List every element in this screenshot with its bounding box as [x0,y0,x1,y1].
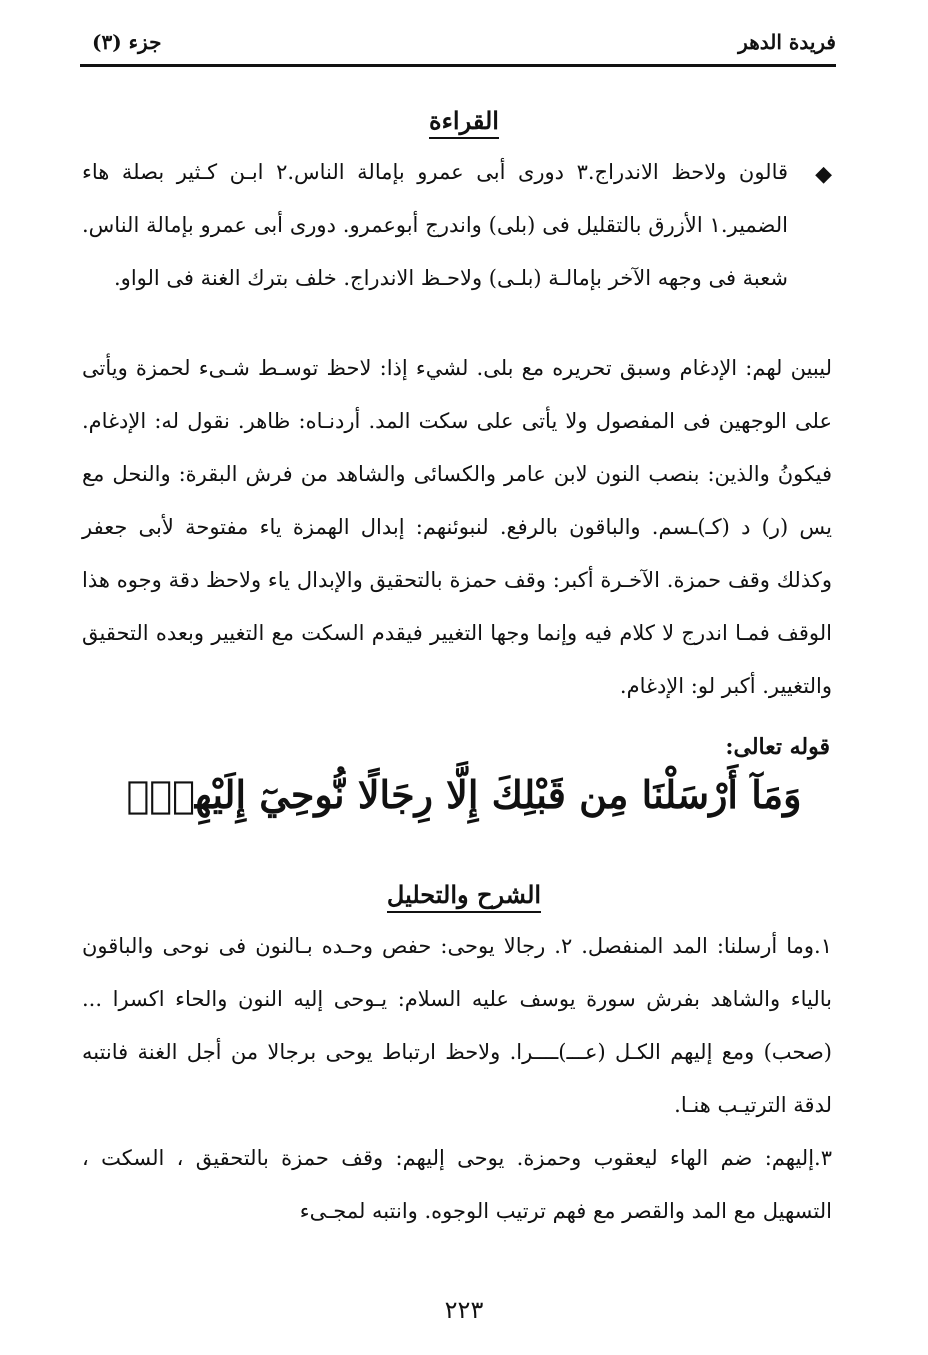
page-number: ٢٢٣ [444,1296,484,1324]
header-rule [80,64,836,67]
sharh-body [82,920,832,1238]
sharh-paragraph: ٣.إليهم: ضم الهاء ليعقوب وحمزة. يوحى إليهم: وقف حمزة بالتحقيق ، السكت ، التسهيل مع المد والقصر مع فهم ترتيب الوجوه. وانتبه لمجـىء [82,1146,832,1223]
diamond-bullet-icon: ◆ [815,162,832,187]
book-title: فريدة الدهر [738,30,836,54]
sharh-paragraph: ١.وما أرسلنا: المد المنفصل. ٢. رجالا يوحى: حفص وحـده بـالنون فى نوحى والباقون بالياء والشاهد بفرش سورة يوسف عليه السلام: يـوحى إليه النون والحاء اكسرا ... (صحب) ومع إليهم الكـل (عـــ)ــــرا. ولاحظ ارتباط يوحى برجالا من أجل الغنة فانتبه لدقة الترتيـب هنـا. [82,934,832,1117]
running-header [82,30,836,60]
qiraa-heading: القراءة [0,106,928,137]
qiraa-paragraph: قالون ولاحظ الاندراج.٣ دورى أبى عمرو بإمالة الناس.٢ ابـن كـثير بصلة هاء الضمير.١ الأزرق بالتقليل فى (بلى) واندرج أبوعمرو. دورى أبى عمرو بإمالة الناس. شعبة فى وجهه الآخر بإمالـة (بلـى) ولاحـظ الاندراج. خلف بترك الغنة فى الواو. [82,160,789,290]
quran-verse: وَمَآ أَرْسَلْنَا مِن قَبْلِكَ إِلَّا رِجَالًا نُّوحِيٓ إِلَيْهِمْۚ [126,772,802,817]
sharh-heading: الشرح والتحليل [0,880,928,911]
part-label: جزء (٣) [92,30,162,54]
explanation-paragraph: ليبين لهم: الإدغام وسبق تحريره مع بلى. لشيء إذا: لاحظ توسـط شـىء لحمزة ويأتى على الوجهين فى المفصول ولا يأتى على سكت المد. أردنـاه: ظاهر. نقول له: الإدغام. فيكونُ والذين: بنصب النون لابن عامر والكسائى والشاهد من فرش البقرة: والنحل مع يس (ر) د (كـ)ـسم. والباقون بالرفع. لنبوئنهم: إبدال الهمزة ياء مفتوحة لأبى جعفر وكذلك وقف حمزة. الآخـرة أكبر: وقف حمزة بالتحقيق والإبدال ياء ولاحظ دقة وجوه هذا الوقف فمـا اندرج لا كلام فيه وإنما وجها التغيير فيقدم السكت مع التغيير وبعده التحقيق والتغيير. أكبر لو: الإدغام. [82,356,832,698]
verse-label: قوله تعالى: [725,734,830,760]
